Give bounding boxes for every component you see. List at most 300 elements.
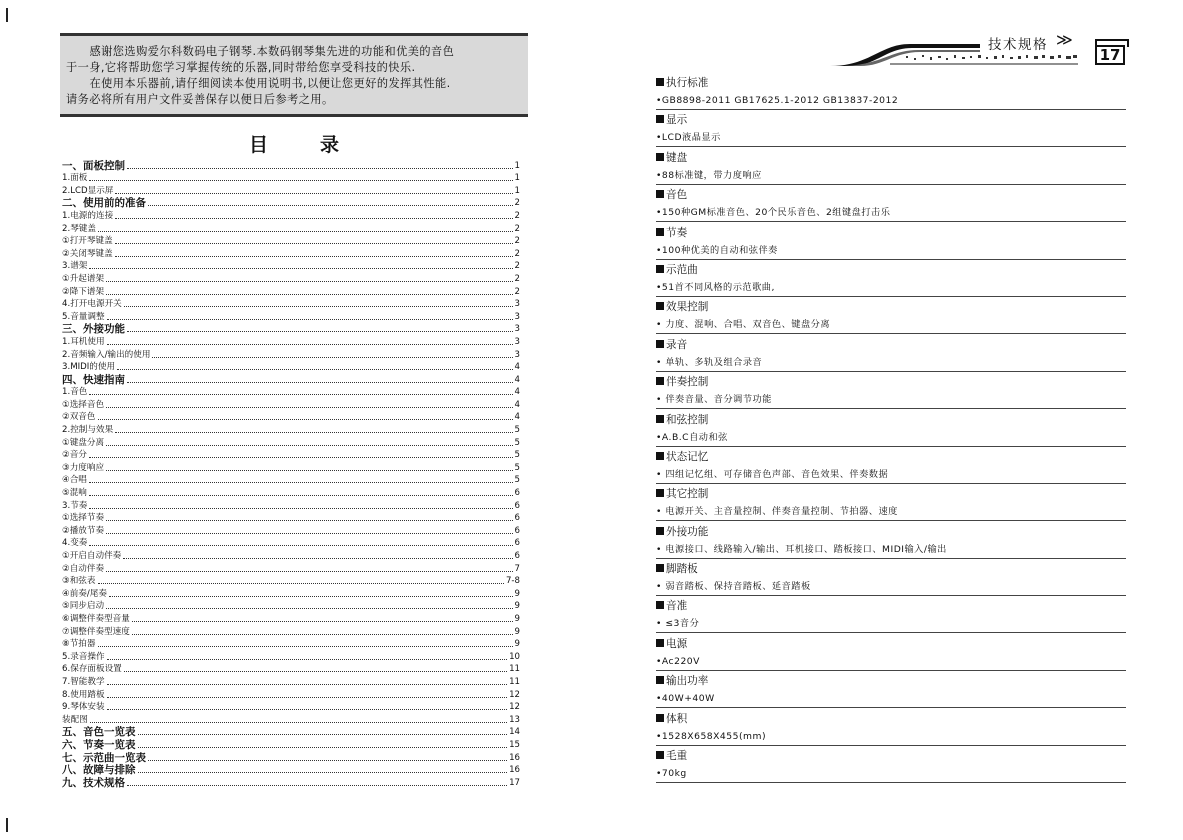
toc-leader-dots: [107, 344, 513, 345]
toc-entry-label: ④前奏/尾奏: [62, 588, 107, 599]
spec-title-line: [656, 414, 708, 427]
toc-entry-row: [62, 625, 520, 638]
header-swoosh-graphic: [830, 30, 1130, 70]
divider: [656, 221, 1126, 222]
spec-title-line: [656, 264, 698, 277]
toc-entry-label: 四、快速指南: [62, 373, 125, 386]
toc-page-number: 3: [514, 349, 520, 360]
toc-entry-label: ⑥调整伴奏型音量: [62, 613, 130, 624]
toc-page-number: 6: [514, 551, 520, 561]
toc-page-number: 5: [514, 462, 520, 473]
square-bullet-icon: [656, 340, 664, 348]
toc-entry-row: [62, 272, 520, 285]
spec-title: 脚踏板: [666, 563, 698, 576]
toc-leader-dots: [106, 294, 512, 295]
spec-title-line: [656, 339, 687, 352]
toc-entry-row: [62, 172, 520, 185]
toc-entry-label: ①打开琴键盖: [62, 236, 113, 247]
toc-entry-label: 3.谱架: [62, 261, 88, 272]
spec-value: • 弱音踏板、保持音踏板、延音踏板: [656, 581, 811, 593]
toc-entry-label: 4.打开电源开关: [62, 299, 122, 310]
toc-entry-label: 1.耳机使用: [62, 336, 105, 347]
toc-entry-label: ①开启自动伴奏: [62, 551, 122, 561]
toc-entry-row: [62, 411, 520, 424]
toc-entry-row: [62, 310, 520, 323]
toc-page-number: 1: [514, 160, 520, 171]
divider: [656, 782, 1126, 783]
divider: [656, 483, 1126, 484]
toc-entry-row: [62, 260, 520, 273]
toc-leader-dots: [127, 168, 513, 169]
toc-entry-label: 装配图: [62, 714, 88, 725]
spec-value: •100种优美的自动和弦伴奏: [656, 244, 778, 256]
toc-title: 目录: [248, 134, 391, 156]
spec-title: 输出功率: [666, 675, 709, 688]
right-page: [590, 0, 1183, 840]
divider: [656, 408, 1126, 409]
toc-entry-row: [62, 612, 520, 625]
spec-item: [656, 301, 1126, 338]
toc-entry-label: ⑧节拍器: [62, 639, 96, 650]
toc-entry-label: ①选择音色: [62, 399, 105, 410]
toc-entry-label: 九、技术规格: [62, 776, 125, 789]
spec-title-line: [656, 713, 687, 726]
toc-leader-dots: [148, 760, 507, 761]
toc-leader-dots: [107, 684, 507, 685]
toc-leader-dots: [148, 205, 513, 206]
divider: [656, 520, 1126, 521]
toc-entry-row: [62, 638, 520, 651]
spec-item: [656, 189, 1126, 226]
toc-entry-label: ⑤同步启动: [62, 601, 105, 612]
toc-entry-row: [62, 524, 520, 537]
toc-entry-row: [62, 650, 520, 663]
spec-title: 示范曲: [666, 263, 698, 276]
toc-leader-dots: [124, 671, 507, 672]
spec-value: •88标准键，带力度响应: [656, 169, 762, 181]
intro-line: 感谢您选购爱尔科数码电子钢琴.本数码钢琴集先进的功能和优美的音色: [89, 45, 455, 58]
toc-page-number: 3: [514, 324, 520, 335]
toc-chapter-row: [62, 197, 520, 210]
toc-page-number: 6: [514, 538, 520, 549]
toc-leader-dots: [115, 256, 513, 257]
toc-page-number: 15: [509, 739, 520, 750]
toc-entry-row: [62, 348, 520, 361]
spec-item: [656, 264, 1126, 301]
spec-value: • 单轨、多轨及组合录音: [656, 356, 763, 368]
toc-entry-row: [62, 562, 520, 575]
toc-entry-label: 二、使用前的准备: [62, 197, 146, 210]
toc-entry-label: 5.录音操作: [62, 651, 105, 662]
square-bullet-icon: [656, 415, 664, 423]
toc-leader-dots: [132, 634, 513, 635]
toc-leader-dots: [106, 407, 512, 408]
toc-entry-label: 2.LCD显示屏: [62, 185, 114, 196]
toc-page-number: 11: [509, 664, 520, 675]
spec-item: [656, 414, 1126, 451]
spec-value: • 电源开关、主音量控制、伴奏音量控制、节拍器、速度: [656, 506, 898, 518]
toc-entry-label: 一、面板控制: [62, 159, 125, 172]
divider: [656, 184, 1126, 185]
toc-chapter-row: [62, 159, 520, 172]
spec-title-line: [656, 376, 708, 389]
spec-item: [656, 713, 1126, 750]
spec-item: [656, 563, 1126, 600]
toc-page-number: 5: [514, 437, 520, 448]
divider: [656, 670, 1126, 671]
spec-item: [656, 77, 1126, 114]
crop-mark: [6, 8, 8, 22]
spec-item: [656, 339, 1126, 376]
toc-page-number: 2: [514, 286, 520, 297]
toc-entry-row: [62, 575, 520, 588]
divider: [656, 707, 1126, 708]
square-bullet-icon: [656, 265, 664, 273]
spec-value: • ≤3音分: [656, 618, 700, 630]
square-bullet-icon: [656, 377, 664, 385]
toc-entry-row: [62, 449, 520, 462]
toc-chapter-row: [62, 373, 520, 386]
toc-leader-dots: [127, 785, 507, 786]
toc-entry-row: [62, 298, 520, 311]
toc-page-number: 2: [514, 261, 520, 272]
spec-item: [656, 638, 1126, 675]
toc-entry-row: [62, 184, 520, 197]
spec-title-line: [656, 675, 708, 688]
spec-value: •70kg: [656, 768, 687, 780]
spec-list: [656, 77, 1126, 787]
toc-entry-row: [62, 247, 520, 260]
toc-leader-dots: [89, 545, 512, 546]
spec-title-line: [656, 189, 687, 202]
divider: [656, 296, 1126, 297]
toc-entry-label: 2.琴键盖: [62, 223, 96, 234]
spec-title: 节奏: [666, 226, 688, 239]
toc-leader-dots: [152, 357, 512, 358]
toc-page-number: 1: [514, 185, 520, 196]
divider: [656, 259, 1126, 260]
intro-line: 于一身,它将帮助您学习掌握传统的乐器,同时带给您享受科技的快乐.: [66, 61, 416, 74]
toc-leader-dots: [106, 533, 512, 534]
square-bullet-icon: [656, 489, 664, 497]
spec-item: [656, 451, 1126, 488]
toc-entry-label: ②降下谱架: [62, 286, 105, 297]
square-bullet-icon: [656, 751, 664, 759]
toc-leader-dots: [107, 319, 513, 320]
toc-entry-label: 5.音量调整: [62, 311, 105, 322]
toc-entry-label: ②双音色: [62, 412, 96, 423]
toc-leader-dots: [127, 382, 513, 383]
toc-page-number: 7: [514, 563, 520, 574]
toc-entry-label: 2.控制与效果: [62, 425, 114, 436]
toc-chapter-row: [62, 764, 520, 777]
spec-item: [656, 750, 1126, 787]
toc-entry-label: 3.节奏: [62, 500, 88, 511]
divider: [656, 109, 1126, 110]
toc-leader-dots: [123, 558, 512, 559]
spec-title-line: [656, 301, 708, 314]
spec-title-line: [656, 227, 687, 240]
spec-title-line: [656, 488, 708, 501]
toc-entry-row: [62, 335, 520, 348]
toc-leader-dots: [138, 734, 508, 735]
spec-title: 其它控制: [666, 488, 709, 501]
toc-entry-row: [62, 713, 520, 726]
divider: [656, 371, 1126, 372]
toc-entry-label: 五、音色一览表: [62, 726, 136, 739]
spec-title: 录音: [666, 338, 688, 351]
toc-entry-label: ①键盘分离: [62, 437, 105, 448]
toc-entry-row: [62, 461, 520, 474]
spec-value: •Ac220V: [656, 655, 700, 667]
spec-title: 音准: [666, 600, 688, 613]
toc-leader-dots: [115, 193, 512, 194]
toc-page-number: 4: [514, 412, 520, 423]
toc-leader-dots: [117, 369, 512, 370]
divider: [656, 146, 1126, 147]
spec-item: [656, 526, 1126, 563]
toc-leader-dots: [89, 482, 513, 483]
toc-leader-dots: [115, 432, 512, 433]
toc-page-number: 2: [514, 273, 520, 284]
toc-entry-label: 1.面板: [62, 173, 88, 184]
toc-page-number: 10: [509, 651, 520, 662]
toc-entry-row: [62, 701, 520, 714]
toc-entry-row: [62, 474, 520, 487]
toc-entry-row: [62, 512, 520, 525]
toc-page-number: 3: [514, 311, 520, 322]
square-bullet-icon: [656, 78, 664, 86]
intro-box: [60, 33, 528, 117]
toc-entry-label: ②音分: [62, 450, 87, 461]
toc-leader-dots: [89, 394, 512, 395]
spec-title: 状态记忆: [666, 450, 709, 463]
toc-entry-label: ⑦调整伴奏型速度: [62, 626, 130, 637]
toc-entry-row: [62, 423, 520, 436]
toc-entry-label: 三、外接功能: [62, 323, 125, 336]
toc-page-number: 9: [514, 613, 520, 624]
toc-page-number: 5: [514, 475, 520, 486]
toc-page-number: 16: [509, 752, 520, 763]
spec-value: •GB8898-2011 GB17625.1-2012 GB13837-2012: [656, 95, 899, 106]
toc-page-number: 4: [514, 374, 520, 385]
toc-page-number: 4: [514, 387, 520, 398]
toc-chapter-row: [62, 726, 520, 739]
toc-page-number: 17: [509, 777, 520, 788]
spec-title-line: [656, 451, 708, 464]
toc-leader-dots: [138, 747, 508, 748]
toc-entry-label: 七、示范曲一览表: [62, 751, 146, 764]
toc-leader-dots: [106, 520, 512, 521]
divider: [656, 595, 1126, 596]
spec-title: 电源: [666, 637, 688, 650]
toc-entry-label: ②播放节奏: [62, 525, 105, 536]
spec-item: [656, 376, 1126, 413]
toc-entry-row: [62, 549, 520, 562]
spec-item: [656, 488, 1126, 525]
toc-leader-dots: [98, 583, 504, 584]
toc-page-number: 4: [514, 399, 520, 410]
toc-leader-dots: [107, 697, 507, 698]
toc-page-number: 14: [509, 727, 520, 738]
toc-leader-dots: [106, 608, 512, 609]
toc-chapter-row: [62, 323, 520, 336]
divider: [656, 632, 1126, 633]
square-bullet-icon: [656, 228, 664, 236]
toc-entry-row: [62, 600, 520, 613]
spec-item: [656, 600, 1126, 637]
toc-leader-dots: [127, 331, 513, 332]
spec-title: 显示: [666, 114, 688, 127]
square-bullet-icon: [656, 190, 664, 198]
toc-leader-dots: [89, 180, 512, 181]
toc-page-number: 13: [509, 714, 520, 725]
intro-line: 在使用本乐器前,请仔细阅读本使用说明书,以便让您更好的发挥其性能.: [89, 77, 451, 90]
toc-leader-dots: [106, 571, 512, 572]
toc-page-number: 6: [514, 513, 520, 524]
square-bullet-icon: [656, 564, 664, 572]
toc-page-number: 2: [514, 236, 520, 247]
spec-value: •LCD液晶显示: [656, 132, 721, 144]
toc-chapter-row: [62, 738, 520, 751]
square-bullet-icon: [656, 153, 664, 161]
divider: [656, 558, 1126, 559]
toc-leader-dots: [90, 722, 507, 723]
spec-title-line: [656, 563, 698, 576]
page-number: 17: [1095, 45, 1125, 65]
toc-page-number: 2: [514, 248, 520, 259]
toc-leader-dots: [109, 596, 513, 597]
toc-chapter-row: [62, 776, 520, 789]
toc-leader-dots: [115, 243, 513, 244]
spec-item: [656, 675, 1126, 712]
double-chevron-icon: ≫: [1056, 30, 1073, 49]
toc-leader-dots: [89, 508, 512, 509]
toc-entry-row: [62, 386, 520, 399]
spec-title-line: [656, 750, 687, 763]
toc-page-number: 3: [514, 299, 520, 310]
toc-page-number: 6: [514, 500, 520, 511]
toc-entry-row: [62, 361, 520, 374]
toc-entry-label: ①升起谱架: [62, 273, 105, 284]
toc-entry-label: 9.琴体安装: [62, 702, 105, 713]
toc-entry-label: ③和弦表: [62, 576, 96, 587]
spec-title: 音色: [666, 189, 688, 202]
toc-page-number: 11: [509, 676, 520, 687]
toc-page-number: 7-8: [505, 576, 520, 587]
spec-value: • 伴奏音量、音分调节功能: [656, 394, 772, 406]
crop-mark: [6, 818, 8, 832]
toc-page-number: 9: [514, 601, 520, 612]
toc-leader-dots: [115, 218, 512, 219]
toc-entry-row: [62, 587, 520, 600]
toc-page-number: 5: [514, 425, 520, 436]
toc-entry-label: 1.电源的连接: [62, 210, 114, 221]
toc-entry-row: [62, 486, 520, 499]
toc-entry-label: ②自动伴奏: [62, 563, 105, 574]
spec-item: [656, 152, 1126, 189]
spec-title-line: [656, 152, 687, 165]
toc-leader-dots: [98, 419, 513, 420]
spec-value: • 电源接口、线路输入/输出、耳机接口、踏板接口、MIDI输入/输出: [656, 543, 947, 555]
toc-entry-label: 3.MIDI的使用: [62, 362, 116, 373]
spec-title-line: [656, 526, 708, 539]
toc-entry-row: [62, 688, 520, 701]
toc-page-number: 6: [514, 525, 520, 536]
spec-value: •150种GM标准音色、20个民乐音色、2组键盘打击乐: [656, 207, 891, 219]
square-bullet-icon: [656, 601, 664, 609]
toc-entry-label: 6.保存面板设置: [62, 664, 122, 675]
spec-title: 外接功能: [666, 525, 709, 538]
toc-leader-dots: [107, 709, 507, 710]
toc-page-number: 2: [514, 223, 520, 234]
spec-title: 效果控制: [666, 301, 709, 314]
toc-page-number: 1: [514, 173, 520, 184]
toc-leader-dots: [107, 659, 507, 660]
square-bullet-icon: [656, 115, 664, 123]
toc-page-number: 9: [514, 588, 520, 599]
toc-entry-label: ③力度响应: [62, 462, 105, 473]
toc-entry-label: 7.智能教学: [62, 676, 105, 687]
spec-title-line: [656, 600, 687, 613]
divider: [656, 745, 1126, 746]
spec-title: 和弦控制: [666, 413, 709, 426]
toc-entry-label: 2.音频输入/输出的使用: [62, 349, 151, 360]
spec-title-line: [656, 638, 687, 651]
spec-value: •40W+40W: [656, 693, 715, 705]
toc-leader-dots: [106, 281, 512, 282]
toc-leader-dots: [89, 457, 513, 458]
spec-item: [656, 114, 1126, 151]
spec-title-line: [656, 114, 687, 127]
left-page: [0, 0, 590, 840]
toc-leader-dots: [138, 772, 508, 773]
toc-entry-row: [62, 537, 520, 550]
spec-title: 毛重: [666, 750, 688, 763]
spec-title: 伴奏控制: [666, 376, 709, 389]
toc-page-number: 9: [514, 639, 520, 650]
toc-page-number: 9: [514, 626, 520, 637]
toc-entry-label: 八、故障与排除: [62, 764, 136, 777]
toc-page-number: 2: [514, 198, 520, 209]
spec-title: 键盘: [666, 151, 688, 164]
spec-value: •51首不同风格的示范歌曲,: [656, 281, 775, 293]
toc-entry-label: 1.音色: [62, 387, 88, 398]
divider: [656, 446, 1126, 447]
square-bullet-icon: [656, 452, 664, 460]
toc-entry-label: 六、节奏一览表: [62, 738, 136, 751]
toc-leader-dots: [98, 231, 513, 232]
spec-title-line: [656, 77, 708, 90]
spec-value: •A.B.C自动和弦: [656, 431, 728, 443]
toc-page-number: 12: [509, 689, 520, 700]
square-bullet-icon: [656, 676, 664, 684]
toc-entry-label: 4.变奏: [62, 538, 88, 549]
toc-entry-label: ④合唱: [62, 475, 87, 486]
square-bullet-icon: [656, 527, 664, 535]
spec-item: [656, 227, 1126, 264]
toc-entry-row: [62, 209, 520, 222]
toc-entry-row: [62, 235, 520, 248]
toc-entry-row: [62, 398, 520, 411]
square-bullet-icon: [656, 639, 664, 647]
spec-value: • 四组记忆组、可存储音色声部、音色效果、伴奏数据: [656, 468, 889, 480]
divider: [656, 333, 1126, 334]
toc-entry-label: ②关闭琴键盖: [62, 248, 113, 259]
toc-entry-label: ①选择节奏: [62, 513, 105, 524]
toc-entry-row: [62, 675, 520, 688]
toc-leader-dots: [106, 445, 512, 446]
